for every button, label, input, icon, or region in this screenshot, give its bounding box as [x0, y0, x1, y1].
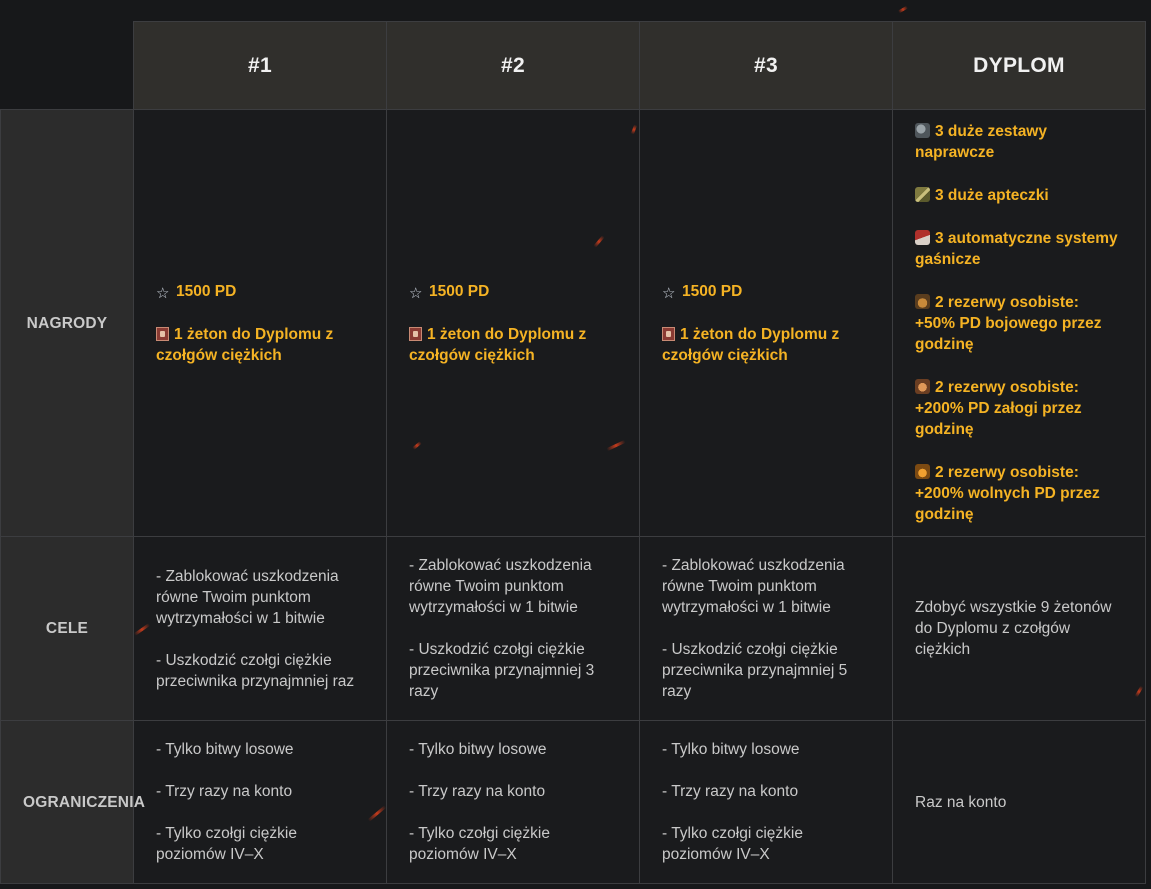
goal-cell-1 — [134, 537, 387, 721]
goal-item: Zdobyć wszystkie 9 żetonów do Dyplomu z czołgów ciężkich — [915, 599, 1112, 658]
star-icon: ☆ — [409, 284, 423, 302]
goal-item: - Uszkodzić czołgi ciężkie przeciwnika przynajmniej 3 razy — [409, 641, 595, 700]
reward-xp: ☆ 1500 PD — [409, 282, 490, 302]
row-label-goals: CELE — [1, 537, 134, 721]
reward-xp: ☆ 1500 PD — [662, 282, 743, 302]
reward-cell-diploma — [893, 110, 1146, 537]
reward-token: 1 żeton do Dyplomu z czołgów ciężkich — [409, 325, 587, 364]
restriction-item: - Trzy razy na konto — [156, 783, 293, 800]
restriction-cell-2 — [387, 721, 640, 884]
crew-xp-reserve-icon — [915, 379, 930, 394]
row-label-rewards: NAGRODY — [1, 110, 134, 537]
token-icon — [662, 327, 675, 341]
ember-decoration — [898, 6, 908, 14]
goals-row — [1, 537, 1146, 721]
column-header-1: #1 — [134, 22, 387, 110]
fire-extinguisher-icon — [915, 230, 930, 245]
reward-cell-1 — [134, 110, 387, 537]
token-icon — [156, 327, 169, 341]
column-header-2: #2 — [387, 22, 640, 110]
reward-token: 1 żeton do Dyplomu z czołgów ciężkich — [156, 325, 334, 364]
combat-xp-reserve-icon — [915, 294, 930, 309]
diploma-reward-item: 3 duże zestawy naprawcze — [915, 123, 1047, 161]
restriction-item: - Trzy razy na konto — [662, 783, 799, 800]
rewards-row — [1, 110, 1146, 537]
goal-item: - Uszkodzić czołgi ciężkie przeciwnika przynajmniej 5 razy — [662, 641, 848, 700]
goal-item: - Zablokować uszkodzenia równe Twoim punktom wytrzymałości w 1 bitwie — [409, 557, 592, 616]
diploma-reward-item: 2 rezerwy osobiste: +200% PD załogi przez godzinę — [915, 379, 1082, 438]
challenge-table — [0, 21, 1146, 884]
diploma-reward-item: 2 rezerwy osobiste: +50% PD bojowego przez godzinę — [915, 294, 1102, 353]
free-xp-reserve-icon — [915, 464, 930, 479]
diploma-reward-item: 2 rezerwy osobiste: +200% wolnych PD przez godzinę — [915, 464, 1100, 523]
column-header-diploma: DYPLOM — [893, 22, 1146, 110]
row-label-restrictions: OGRANICZENIA — [1, 721, 134, 884]
restrictions-row — [1, 721, 1146, 884]
restriction-item: - Tylko bitwy losowe — [409, 741, 547, 758]
reward-xp: ☆ 1500 PD — [156, 282, 237, 302]
star-icon: ☆ — [662, 284, 676, 302]
restriction-cell-3 — [640, 721, 893, 884]
token-icon — [409, 327, 422, 341]
repair-kit-icon — [915, 123, 930, 138]
column-header-3: #3 — [640, 22, 893, 110]
table-header-row — [1, 22, 1146, 110]
restriction-item: - Tylko bitwy losowe — [156, 741, 294, 758]
restriction-cell-diploma — [893, 721, 1146, 884]
reward-cell-3 — [640, 110, 893, 537]
goal-item: - Zablokować uszkodzenia równe Twoim punktom wytrzymałości w 1 bitwie — [156, 567, 339, 627]
goal-item: - Uszkodzić czołgi ciężkie przeciwnika przynajmniej raz — [156, 651, 355, 690]
restriction-item: - Trzy razy na konto — [409, 783, 546, 800]
diploma-reward-item: 3 duże apteczki — [915, 185, 1123, 206]
reward-cell-2 — [387, 110, 640, 537]
diploma-reward-item: 3 automatyczne systemy gaśnicze — [915, 230, 1118, 268]
reward-token: 1 żeton do Dyplomu z czołgów ciężkich — [662, 325, 840, 364]
goal-cell-3 — [640, 537, 893, 721]
restriction-item: - Tylko czołgi ciężkie poziomów IV–X — [662, 825, 803, 863]
goal-cell-diploma — [893, 537, 1146, 721]
restriction-cell-1 — [134, 721, 387, 884]
goal-cell-2 — [387, 537, 640, 721]
header-corner — [1, 22, 134, 110]
first-aid-kit-icon — [915, 187, 930, 202]
star-icon: ☆ — [156, 284, 170, 302]
restriction-item: - Tylko czołgi ciężkie poziomów IV–X — [409, 825, 550, 863]
restriction-item: Raz na konto — [915, 793, 1007, 811]
goal-item: - Zablokować uszkodzenia równe Twoim punktom wytrzymałości w 1 bitwie — [662, 557, 845, 616]
restriction-item: - Tylko czołgi ciężkie poziomów IV–X — [156, 825, 297, 863]
restriction-item: - Tylko bitwy losowe — [662, 741, 800, 758]
